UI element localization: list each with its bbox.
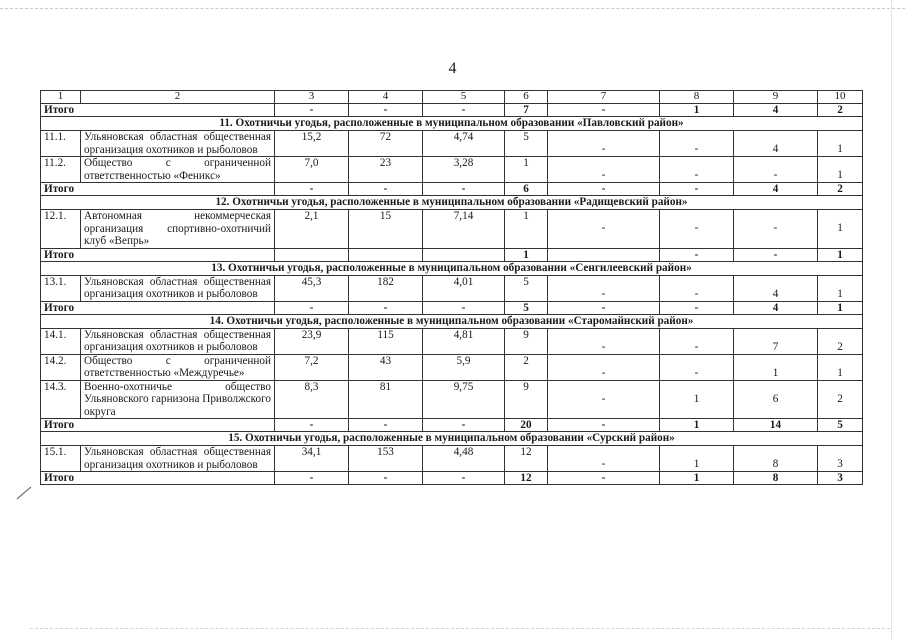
- total-cell: -: [349, 472, 423, 485]
- cell-value: -: [601, 458, 606, 470]
- total-cell: -: [423, 419, 505, 432]
- total-cell: [275, 248, 349, 261]
- organization-name: Общество с ограниченной ответственностью «Междуречье»: [81, 354, 275, 380]
- column-header: 3: [275, 91, 349, 104]
- total-row: [41, 301, 863, 314]
- total-cell: -: [548, 104, 660, 117]
- value-cell: [423, 131, 505, 157]
- value-cell: [548, 157, 660, 183]
- total-cell: -: [660, 183, 734, 196]
- cell-value: 2: [523, 354, 529, 367]
- column-header: 2: [81, 91, 275, 104]
- total-row: [41, 472, 863, 485]
- column-header: 5: [423, 91, 505, 104]
- value-cell: [275, 275, 349, 301]
- cell-value: 7,14: [453, 210, 474, 222]
- cell-value: 1: [837, 366, 843, 379]
- total-cell: -: [349, 104, 423, 117]
- total-label: Итого: [41, 419, 275, 432]
- total-cell: [349, 248, 423, 261]
- total-cell: -: [349, 419, 423, 432]
- cell-value: 4: [772, 287, 779, 300]
- organization-name: Автономная некоммерческая организация спортивно-охотничий клуб «Вепрь»: [81, 210, 275, 249]
- total-cell: 1: [660, 472, 734, 485]
- value-cell: [818, 328, 863, 354]
- total-label: Итого: [41, 248, 275, 261]
- cell-value: 9,75: [453, 380, 474, 393]
- cell-value: 1: [837, 222, 843, 234]
- cell-value: 8: [772, 458, 779, 470]
- value-cell: [734, 446, 818, 472]
- total-label: Итого: [41, 183, 275, 196]
- value-cell: [505, 210, 548, 249]
- value-cell: [275, 328, 349, 354]
- value-cell: [423, 275, 505, 301]
- organization-row: [41, 380, 863, 419]
- value-cell: [660, 157, 734, 183]
- cell-value: -: [601, 392, 606, 405]
- total-cell: 4: [734, 104, 818, 117]
- cell-value: 6: [772, 392, 779, 405]
- value-cell: [548, 275, 660, 301]
- scan-edge-top: [0, 8, 905, 9]
- total-row: [41, 183, 863, 196]
- cell-value: 3,28: [453, 157, 474, 169]
- hunting-grounds-table: [40, 90, 863, 485]
- organization-row: [41, 328, 863, 354]
- value-cell: [423, 210, 505, 249]
- value-cell: [349, 131, 423, 157]
- total-cell: -: [734, 248, 818, 261]
- total-cell: -: [275, 419, 349, 432]
- cell-value: -: [694, 366, 699, 379]
- value-cell: [275, 131, 349, 157]
- table-body: [41, 91, 863, 485]
- cell-value: -: [601, 222, 606, 234]
- value-cell: [548, 131, 660, 157]
- cell-value: -: [694, 143, 699, 155]
- value-cell: [818, 446, 863, 472]
- stray-pen-mark: [16, 486, 32, 500]
- value-cell: [734, 354, 818, 380]
- value-cell: [505, 275, 548, 301]
- section-header-row: [41, 196, 863, 210]
- cell-value: -: [601, 169, 606, 181]
- column-header: 8: [660, 91, 734, 104]
- total-cell: [548, 248, 660, 261]
- total-cell: -: [423, 301, 505, 314]
- column-header: 7: [548, 91, 660, 104]
- cell-value: 1: [523, 210, 529, 222]
- value-cell: [349, 275, 423, 301]
- value-cell: [349, 354, 423, 380]
- value-cell: [349, 157, 423, 183]
- cell-value: 43: [379, 354, 392, 367]
- value-cell: [275, 210, 349, 249]
- total-cell: -: [548, 183, 660, 196]
- value-cell: [349, 446, 423, 472]
- value-cell: [818, 354, 863, 380]
- value-cell: [818, 131, 863, 157]
- cell-value: -: [601, 143, 606, 155]
- value-cell: [818, 157, 863, 183]
- cell-value: 7,0: [304, 157, 319, 169]
- total-row: [41, 248, 863, 261]
- value-cell: [818, 275, 863, 301]
- total-cell: 5: [505, 301, 548, 314]
- row-number: 14.2.: [41, 354, 81, 380]
- cell-value: 2: [837, 392, 843, 405]
- organization-name: Ульяновская областная общественная организация охотников и рыболовов: [81, 328, 275, 354]
- organization-name: Ульяновская областная общественная организация охотников и рыболовов: [81, 131, 275, 157]
- total-cell: 1: [818, 248, 863, 261]
- value-cell: [734, 210, 818, 249]
- value-cell: [349, 328, 423, 354]
- value-cell: [349, 210, 423, 249]
- column-header: 10: [818, 91, 863, 104]
- value-cell: [734, 275, 818, 301]
- total-cell: 7: [505, 104, 548, 117]
- cell-value: 15: [379, 210, 392, 222]
- total-cell: [423, 248, 505, 261]
- row-number: 12.1.: [41, 210, 81, 249]
- total-cell: 2: [818, 104, 863, 117]
- organization-row: [41, 354, 863, 380]
- cell-value: -: [601, 366, 606, 379]
- cell-value: 45,3: [301, 275, 322, 288]
- value-cell: [505, 328, 548, 354]
- row-number: 11.2.: [41, 157, 81, 183]
- value-cell: [275, 380, 349, 419]
- section-title: 14. Охотничьи угодья, расположенные в муниципальном образовании «Старомайнский район»: [41, 314, 863, 328]
- page-number: 4: [448, 60, 457, 77]
- total-cell: -: [660, 301, 734, 314]
- cell-value: 1: [837, 143, 843, 155]
- value-cell: [505, 446, 548, 472]
- total-cell: -: [349, 301, 423, 314]
- row-number: 13.1.: [41, 275, 81, 301]
- column-header: 1: [41, 91, 81, 104]
- total-row: [41, 104, 863, 117]
- value-cell: [275, 157, 349, 183]
- cell-value: 9: [523, 380, 529, 393]
- cell-value: 182: [377, 275, 394, 288]
- value-cell: [660, 328, 734, 354]
- total-cell: -: [423, 472, 505, 485]
- cell-value: -: [601, 340, 606, 353]
- cell-value: 1: [837, 287, 843, 300]
- organization-row: [41, 157, 863, 183]
- cell-value: 3: [837, 458, 843, 470]
- total-row: [41, 419, 863, 432]
- cell-value: 4,74: [453, 131, 474, 143]
- scan-edge-bottom: [30, 628, 890, 629]
- value-cell: [423, 354, 505, 380]
- organization-name: Общество с ограниченной ответственностью «Феникс»: [81, 157, 275, 183]
- cell-value: 7: [772, 340, 779, 353]
- cell-value: 2,1: [304, 210, 319, 222]
- total-cell: -: [275, 472, 349, 485]
- organization-row: [41, 446, 863, 472]
- cell-value: 9: [523, 328, 529, 341]
- total-cell: -: [275, 301, 349, 314]
- value-cell: [548, 380, 660, 419]
- total-cell: -: [423, 183, 505, 196]
- cell-value: 1: [523, 157, 529, 169]
- cell-value: 72: [379, 131, 392, 143]
- total-cell: 8: [734, 472, 818, 485]
- organization-row: [41, 275, 863, 301]
- scan-edge-right: [891, 0, 892, 640]
- value-cell: [505, 131, 548, 157]
- value-cell: [349, 380, 423, 419]
- value-cell: [660, 354, 734, 380]
- cell-value: 23,9: [301, 328, 322, 341]
- section-header-row: [41, 117, 863, 131]
- total-cell: -: [548, 472, 660, 485]
- total-cell: 4: [734, 183, 818, 196]
- value-cell: [275, 446, 349, 472]
- total-label: Итого: [41, 104, 275, 117]
- cell-value: 12: [520, 446, 532, 458]
- cell-value: 1: [837, 169, 843, 181]
- organization-name: Военно-охотничье общество Ульяновского гарнизона Приволжского округа: [81, 380, 275, 419]
- column-number-header-row: [41, 91, 863, 104]
- organization-row: [41, 131, 863, 157]
- total-cell: -: [548, 301, 660, 314]
- cell-value: 81: [379, 380, 392, 393]
- total-cell: 1: [818, 301, 863, 314]
- value-cell: [818, 210, 863, 249]
- cell-value: -: [601, 287, 606, 300]
- section-header-row: [41, 314, 863, 328]
- total-cell: 3: [818, 472, 863, 485]
- total-cell: 20: [505, 419, 548, 432]
- organization-name: Ульяновская областная общественная организация охотников и рыболовов: [81, 446, 275, 472]
- cell-value: 7,2: [304, 354, 319, 367]
- cell-value: 1: [693, 392, 700, 405]
- value-cell: [505, 380, 548, 419]
- value-cell: [423, 157, 505, 183]
- organization-name: Ульяновская областная общественная организация охотников и рыболовов: [81, 275, 275, 301]
- value-cell: [505, 157, 548, 183]
- cell-value: 153: [377, 446, 394, 458]
- value-cell: [505, 354, 548, 380]
- section-title: 13. Охотничьи угодья, расположенные в муниципальном образовании «Сенгилеевский район»: [41, 261, 863, 275]
- value-cell: [734, 380, 818, 419]
- cell-value: 5: [523, 275, 529, 288]
- row-number: 14.3.: [41, 380, 81, 419]
- section-title: 12. Охотничьи угодья, расположенные в муниципальном образовании «Радищевский район»: [41, 196, 863, 210]
- cell-value: 1: [772, 366, 779, 379]
- total-cell: -: [423, 104, 505, 117]
- cell-value: 2: [837, 340, 843, 353]
- section-title: 15. Охотничьи угодья, расположенные в муниципальном образовании «Сурский район»: [41, 432, 863, 446]
- cell-value: 23: [379, 157, 392, 169]
- cell-value: -: [773, 222, 778, 234]
- value-cell: [660, 131, 734, 157]
- cell-value: 4,01: [453, 275, 474, 288]
- cell-value: -: [694, 222, 699, 234]
- section-header-row: [41, 261, 863, 275]
- total-cell: -: [275, 183, 349, 196]
- value-cell: [548, 446, 660, 472]
- value-cell: [423, 380, 505, 419]
- cell-value: 15,2: [301, 131, 322, 143]
- cell-value: -: [694, 169, 699, 181]
- cell-value: 5: [523, 131, 529, 143]
- total-cell: 1: [660, 419, 734, 432]
- cell-value: 115: [377, 328, 394, 341]
- value-cell: [818, 380, 863, 419]
- total-cell: 14: [734, 419, 818, 432]
- cell-value: 34,1: [301, 446, 322, 458]
- total-cell: 6: [505, 183, 548, 196]
- value-cell: [734, 131, 818, 157]
- total-label: Итого: [41, 301, 275, 314]
- organization-row: [41, 210, 863, 249]
- total-cell: -: [660, 248, 734, 261]
- value-cell: [423, 328, 505, 354]
- total-label: Итого: [41, 472, 275, 485]
- cell-value: 5,9: [456, 354, 471, 367]
- cell-value: -: [773, 169, 778, 181]
- total-cell: 1: [660, 104, 734, 117]
- section-title: 11. Охотничьи угодья, расположенные в муниципальном образовании «Павловский район»: [41, 117, 863, 131]
- cell-value: 4,81: [453, 328, 474, 341]
- value-cell: [660, 275, 734, 301]
- value-cell: [660, 380, 734, 419]
- total-cell: -: [275, 104, 349, 117]
- cell-value: 1: [693, 458, 700, 470]
- value-cell: [423, 446, 505, 472]
- column-header: 4: [349, 91, 423, 104]
- cell-value: -: [694, 287, 699, 300]
- value-cell: [548, 354, 660, 380]
- total-cell: -: [548, 419, 660, 432]
- value-cell: [275, 354, 349, 380]
- cell-value: 4: [772, 143, 779, 155]
- total-cell: 12: [505, 472, 548, 485]
- row-number: 14.1.: [41, 328, 81, 354]
- value-cell: [660, 446, 734, 472]
- total-cell: 1: [505, 248, 548, 261]
- cell-value: 4,48: [453, 446, 474, 458]
- cell-value: -: [694, 340, 699, 353]
- value-cell: [734, 328, 818, 354]
- total-cell: 2: [818, 183, 863, 196]
- value-cell: [734, 157, 818, 183]
- value-cell: [660, 210, 734, 249]
- total-cell: -: [349, 183, 423, 196]
- row-number: 15.1.: [41, 446, 81, 472]
- column-header: 9: [734, 91, 818, 104]
- value-cell: [548, 328, 660, 354]
- section-header-row: [41, 432, 863, 446]
- column-header: 6: [505, 91, 548, 104]
- total-cell: 5: [818, 419, 863, 432]
- value-cell: [548, 210, 660, 249]
- cell-value: 8,3: [304, 380, 319, 393]
- total-cell: 4: [734, 301, 818, 314]
- row-number: 11.1.: [41, 131, 81, 157]
